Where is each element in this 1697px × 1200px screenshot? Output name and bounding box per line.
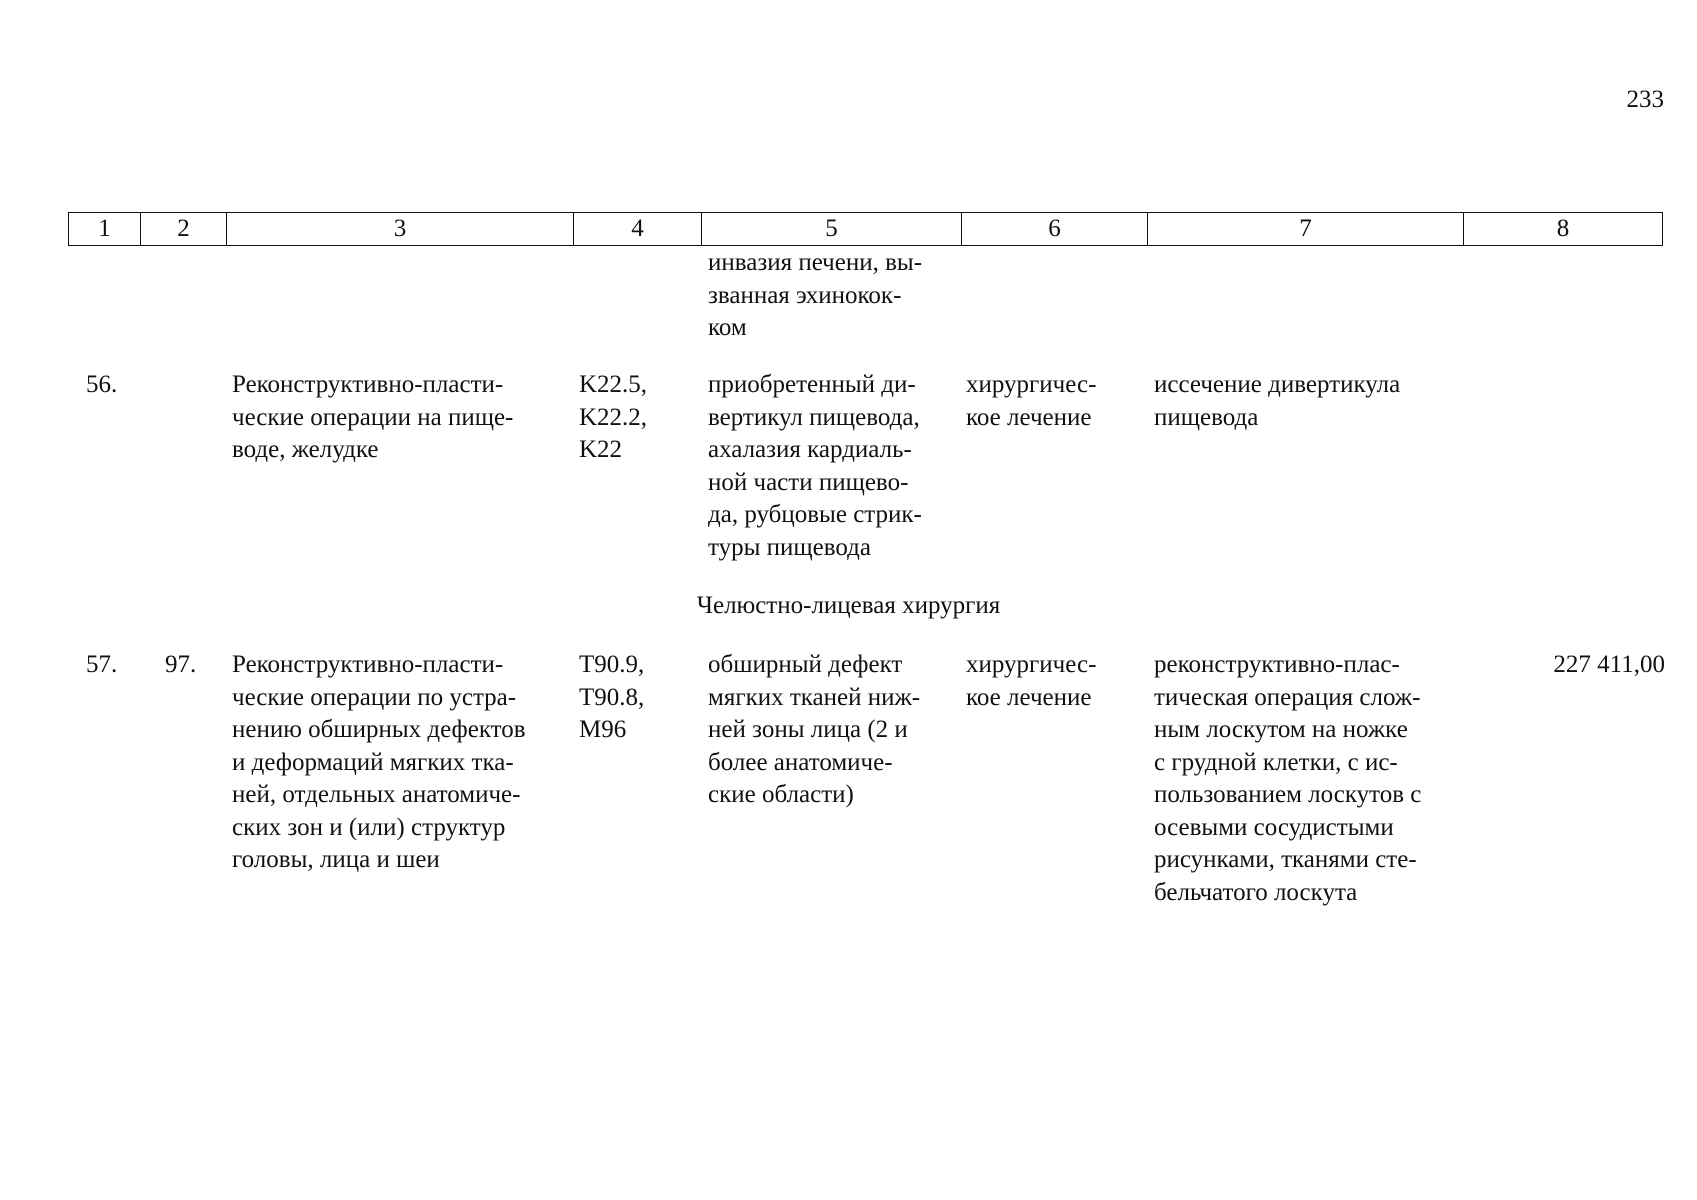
section-title: Челюстно-лицевая хирургия: [696, 592, 1001, 619]
row-57-icd-codes: T90.9, T90.8, M96: [579, 651, 645, 743]
page-number: 233: [1626, 86, 1664, 113]
row-56-icd-codes: K22.5, K22.2, K22: [579, 371, 648, 463]
row-57-cost: 227 411,00: [1553, 651, 1665, 678]
header-col-3: 3: [227, 213, 574, 246]
header-col-1: 1: [69, 213, 141, 246]
header-col-5: 5: [702, 213, 962, 246]
continuation-diagnosis: инвазия печени, вы- званная эхинокок- ком: [708, 249, 923, 341]
row-57-number: 57.: [86, 651, 118, 678]
row-56-method: иссечение дивертикула пищевода: [1154, 371, 1401, 431]
row-57-diagnosis: обширный дефект мягких тканей ниж- ней зоны лица (2 и более анатомиче- ские области): [708, 651, 921, 808]
row-57-treatment-type: Реконструктивно-пласти- ческие операции по устра- нению обширных дефектов и деформаций мягких тка- ней, отдельных анатомиче- ских зон и (или) структур головы, лица и шеи: [232, 651, 526, 873]
header-col-4: 4: [574, 213, 702, 246]
header-col-6: 6: [962, 213, 1148, 246]
row-56-treatment-type: Реконструктивно-пласти- ческие операции на пище- воде, желудке: [232, 371, 514, 463]
row-57-treatment-model: хирургичес- кое лечение: [966, 651, 1097, 711]
header-col-2: 2: [141, 213, 227, 246]
row-57-group-number: 97.: [165, 651, 197, 678]
row-56-number: 56.: [86, 371, 118, 398]
header-col-8: 8: [1464, 213, 1663, 246]
column-number-header: [68, 212, 1663, 246]
row-56-treatment-model: хирургичес- кое лечение: [966, 371, 1097, 431]
row-56-diagnosis: приобретенный ди- вертикул пищевода, ахалазия кардиаль- ной части пищево- да, рубцовые стрик- туры пищевода: [708, 371, 922, 561]
header-col-7: 7: [1148, 213, 1464, 246]
row-57-method: реконструктивно-плас- тическая операция слож- ным лоскутом на ножке с грудной клетки, с ис- пользованием лоскутов с осевыми сосудистыми рисунками, тканями сте- бельчатого лоскута: [1154, 651, 1422, 906]
